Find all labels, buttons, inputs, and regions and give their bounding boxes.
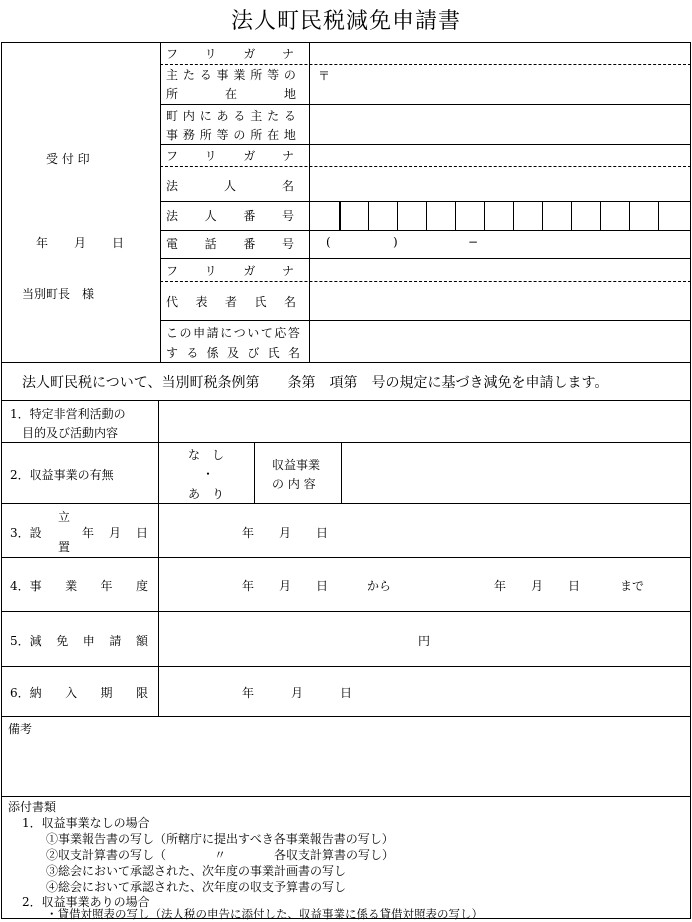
- corp-number-box: [542, 201, 543, 230]
- corp-number-box: [658, 201, 659, 230]
- left-panel-divider: [160, 42, 161, 362]
- item4-label: 4．事 業 年 度: [10, 579, 148, 593]
- item4-start-date: 年 月 日: [242, 579, 328, 593]
- row-divider: [1, 611, 691, 612]
- item4-end-date: 年 月 日: [494, 579, 580, 593]
- remarks-label: 備考: [8, 722, 33, 736]
- corp-number-box: [484, 201, 485, 230]
- declaration-text: 法人町民税について、当別町税条例第 条第 項第 号の規定に基づき減免を申請します。: [22, 375, 609, 391]
- furigana-divider: [160, 64, 691, 65]
- furigana-divider: [160, 166, 691, 167]
- town-office-label: 事 務 所 等 の 所 在 地: [166, 128, 296, 142]
- attachment-line: ②収支計算書の写し（ 〃 各収支計算書の写し）: [46, 848, 395, 862]
- furigana-label: フ リ ガ ナ: [166, 149, 294, 163]
- item1-label: 目的及び活動内容: [22, 426, 119, 440]
- form-title: 法人町民税減免申請書: [230, 9, 461, 34]
- item5-yen: 円: [418, 634, 431, 648]
- item2-divider: [341, 442, 342, 503]
- reception-date: 年 月 日: [36, 236, 124, 250]
- item4-from: から: [367, 579, 392, 593]
- attachment-line: 2．収益事業ありの場合: [22, 895, 150, 909]
- item6-label: 6．納 入 期 限: [10, 686, 148, 700]
- item6-date: 年 月 日: [242, 686, 352, 700]
- item2-label: 2．収益事業の有無: [10, 468, 114, 482]
- corp-number-box: [571, 201, 572, 230]
- section-divider: [1, 796, 691, 797]
- postal-mark: 〒: [318, 69, 331, 83]
- item3-date: 年 月 日: [242, 526, 328, 540]
- row-divider: [1, 666, 691, 667]
- main-office-label: 主 た る 事 業 所 等 の: [166, 68, 296, 82]
- item2-detail-label: の 内 容: [272, 477, 316, 491]
- item3-label: 3．設: [10, 526, 42, 540]
- item2-detail-label: 収益事業: [272, 458, 321, 472]
- addressee: 当別町長 様: [22, 287, 95, 301]
- furigana-label: フ リ ガ ナ: [166, 47, 294, 61]
- town-office-label: 町 内 に あ る 主 た る: [166, 109, 296, 123]
- row-divider: [1, 503, 691, 504]
- attachment-line: ④総会において承認された、次年度の収支予算書の写し: [46, 880, 347, 894]
- contact-label: す る 係 及 び 氏 名: [166, 346, 300, 360]
- corp-number-box: [397, 201, 398, 230]
- row-divider: [160, 104, 691, 105]
- row-divider: [1, 557, 691, 558]
- attachment-line: ①事業報告書の写し（所轄庁に提出すべき各事業報告書の写し）: [46, 832, 394, 846]
- contact-label: こ の 申 請 に つ い て 応 答: [166, 326, 300, 340]
- item1-label: 1．特定非営利活動の: [10, 407, 126, 421]
- item3-label-date: 年 月 日: [82, 526, 148, 540]
- row-divider: [160, 320, 691, 321]
- item5-label: 5．減 免 申 請 額: [10, 634, 148, 648]
- section-divider: [1, 362, 691, 363]
- corp-name-label: 法 人 名: [166, 179, 294, 193]
- corp-number-box: [600, 201, 601, 230]
- item2-divider: [254, 442, 255, 503]
- phone-dash: −: [468, 235, 479, 249]
- row-divider: [160, 258, 691, 259]
- corp-number-box: [513, 201, 514, 230]
- phone-paren-close: ): [393, 235, 398, 249]
- main-office-label: 所 在 地: [166, 87, 296, 101]
- item2-option-yes: あ り: [188, 487, 225, 501]
- corp-number-label: 法 人 番 号: [166, 209, 294, 223]
- item4-until: まで: [620, 579, 645, 593]
- item3-label-bottom: 置: [58, 540, 71, 554]
- corp-number-box: [455, 201, 456, 230]
- attachment-line: ・貸借対照表の写し（法人税の申告に添付した、収益事業に係る貸借対照表の写し）: [46, 907, 483, 921]
- attachment-line: 1．収益事業なしの場合: [22, 816, 150, 830]
- row-divider: [160, 230, 691, 231]
- furigana-divider: [160, 281, 691, 282]
- phone-paren-open: (: [326, 235, 331, 249]
- phone-label: 電 話 番 号: [166, 237, 294, 251]
- corp-number-box: [368, 201, 369, 230]
- section-divider: [1, 716, 691, 717]
- reception-stamp-label: 受 付 印: [46, 152, 90, 166]
- attachment-line: ③総会において承認された、次年度の事業計画書の写し: [46, 864, 347, 878]
- label-column-divider: [309, 42, 310, 362]
- corp-number-box: [629, 201, 630, 230]
- furigana-label: フ リ ガ ナ: [166, 264, 294, 278]
- item2-option-dot: ・: [202, 467, 215, 481]
- item-label-divider: [158, 400, 159, 716]
- section-divider: [1, 400, 691, 401]
- corp-number-box: [339, 201, 341, 230]
- item2-option-none: な し: [188, 448, 225, 462]
- row-divider: [160, 144, 691, 145]
- item3-label-top: 立: [58, 510, 71, 524]
- corp-number-box: [426, 201, 427, 230]
- row-divider: [1, 442, 691, 443]
- attachments-label: 添付書類: [8, 800, 57, 814]
- rep-name-label: 代 表 者 氏 名: [166, 295, 296, 309]
